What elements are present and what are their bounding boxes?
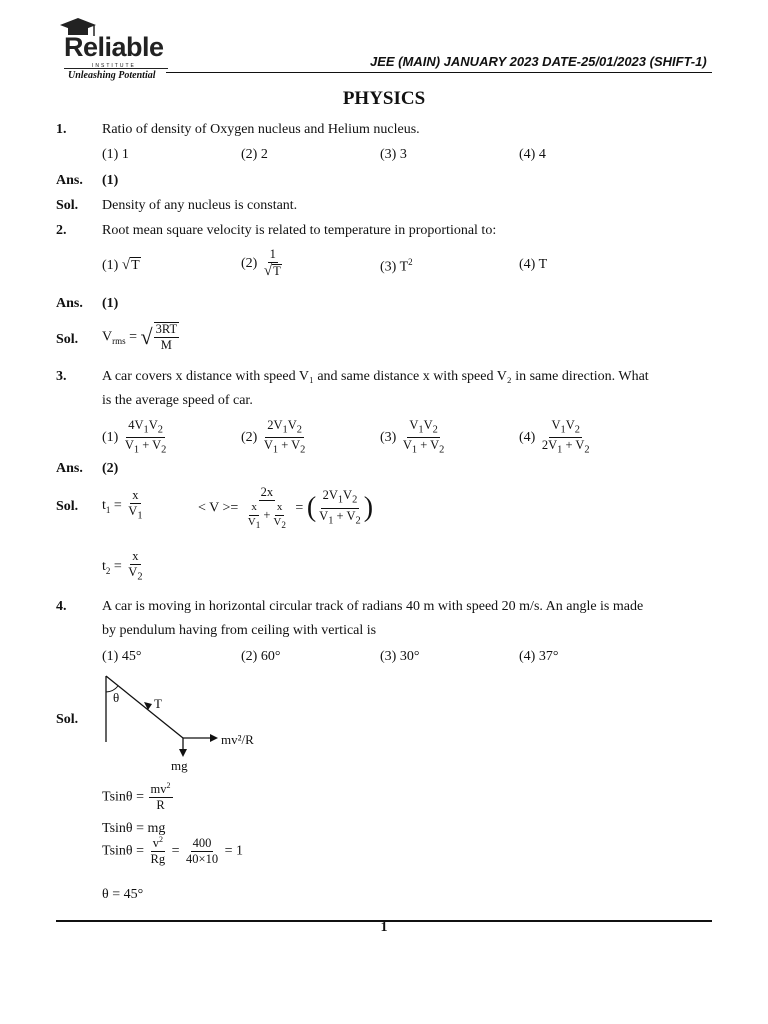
q2-text: Root mean square velocity is related to temperature in proportional to: [102, 223, 497, 238]
logo-rule [64, 68, 168, 69]
q4-final: θ = 45° [102, 887, 144, 902]
page-number: 1 [380, 920, 388, 935]
header-rule [166, 72, 712, 73]
q3-text-line1: A car covers x distance with speed V₁ and same distance x with speed V₂ in same direction. What [102, 369, 649, 384]
q3-ans-value: (2) [102, 461, 119, 476]
q4-option-1: (1) 45° [102, 649, 142, 664]
logo-text: Reliable [64, 32, 164, 62]
exam-title: JEE (MAIN) JANUARY 2023 DATE-25/01/2023 (SHIFT-1) [370, 54, 707, 69]
q3-option-1: (1) $\frac{4V_1V_2}{V_1 + V_2}$ [102, 418, 167, 456]
q4-number: 4. [56, 599, 67, 614]
q1-sol-label: Sol. [56, 198, 79, 213]
q3-ans-label: Ans. [56, 461, 83, 476]
q1-option-3: (3) 3 [380, 147, 407, 162]
q2-option-3: (3) $T^2$ [380, 257, 413, 275]
q3-sol-label: Sol. [56, 499, 79, 514]
q4-eq1: Tsinθ = $\frac{mv^2}{R}$ [102, 781, 171, 813]
arrowhead-tension-icon [144, 702, 152, 710]
q3-text-line2: is the average speed of car. [102, 393, 253, 408]
q1-option-1: (1) 1 [102, 147, 129, 162]
q4-eq2: Tsinθ = mg [102, 821, 166, 836]
q3-option-4: (4) $\frac{V_1V_2}{2V_1 + V_2}$ [519, 418, 590, 456]
q3-sol-t2: $t_2$ = $\frac{x}{V_2}$ [102, 549, 143, 583]
q2-option-2: (2) $\frac{1}{√T}$ [241, 247, 281, 280]
diagram-weight: mg [171, 758, 188, 773]
subject-title: PHYSICS [342, 88, 426, 109]
q4-text-line1: A car is moving in horizontal circular track of radians 40 m with speed 20 m/s. An angle is made [102, 599, 644, 614]
q1-sol-text: Density of any nucleus is constant. [102, 198, 298, 213]
string-line [106, 676, 183, 738]
q2-sol-label: Sol. [56, 332, 79, 347]
logo-tagline: Unleashing Potential [68, 70, 156, 81]
q3-sol-avg-speed: < V >= 2x $\frac{x}{V_1}$ + $\frac{x}{V_2}$ = ( $\frac{2V_1V_2}{V_1 + V_2}$ ) [198, 485, 374, 530]
q3-number: 3. [56, 369, 67, 384]
q2-ans-value: (1) [102, 296, 119, 311]
arrowhead-down-icon [179, 749, 187, 757]
q3-option-2: (2) $\frac{2V_1V_2}{V_1 + V_2}$ [241, 418, 306, 456]
q2-sol-formula: $V_{rms}$ = √ $\frac{3RT}{M}$ [102, 322, 178, 353]
logo [56, 16, 168, 80]
q2-ans-label: Ans. [56, 296, 83, 311]
q1-text: Ratio of density of Oxygen nucleus and Helium nucleus. [102, 122, 420, 137]
q2-option-1: (1) √T [102, 257, 140, 273]
q1-option-4: (4) 4 [519, 147, 546, 162]
q4-eq3: Tsinθ = $\frac{v^2}{Rg}$ = $\frac{400}{40\times 10}$ = 1 [102, 835, 243, 867]
q1-option-2: (2) 2 [241, 147, 268, 162]
arrowhead-right-icon [210, 734, 218, 742]
q4-text-line2: by pendulum having from ceiling with vertical is [102, 623, 377, 638]
q4-option-3: (3) 30° [380, 649, 420, 664]
q2-number: 2. [56, 223, 67, 238]
pendulum-diagram [96, 672, 296, 776]
q1-ans-value: (1) [102, 173, 119, 188]
q2-option-4: (4) T [519, 257, 548, 272]
diagram-centrifugal: mv²/R [221, 732, 254, 747]
q3-option-3: (3) $\frac{V_1V_2}{V_1 + V_2}$ [380, 418, 445, 456]
q1-number: 1. [56, 122, 67, 137]
q1-ans-label: Ans. [56, 173, 83, 188]
diagram-tension: T [154, 696, 162, 711]
q4-option-2: (2) 60° [241, 649, 281, 664]
q4-sol-label: Sol. [56, 712, 79, 727]
q4-option-4: (4) 37° [519, 649, 559, 664]
q3-sol-t1: $t_1$ = $\frac{x}{V_1}$ [102, 488, 143, 522]
diagram-theta: θ [113, 690, 120, 705]
logo-institute: INSTITUTE [92, 63, 136, 69]
